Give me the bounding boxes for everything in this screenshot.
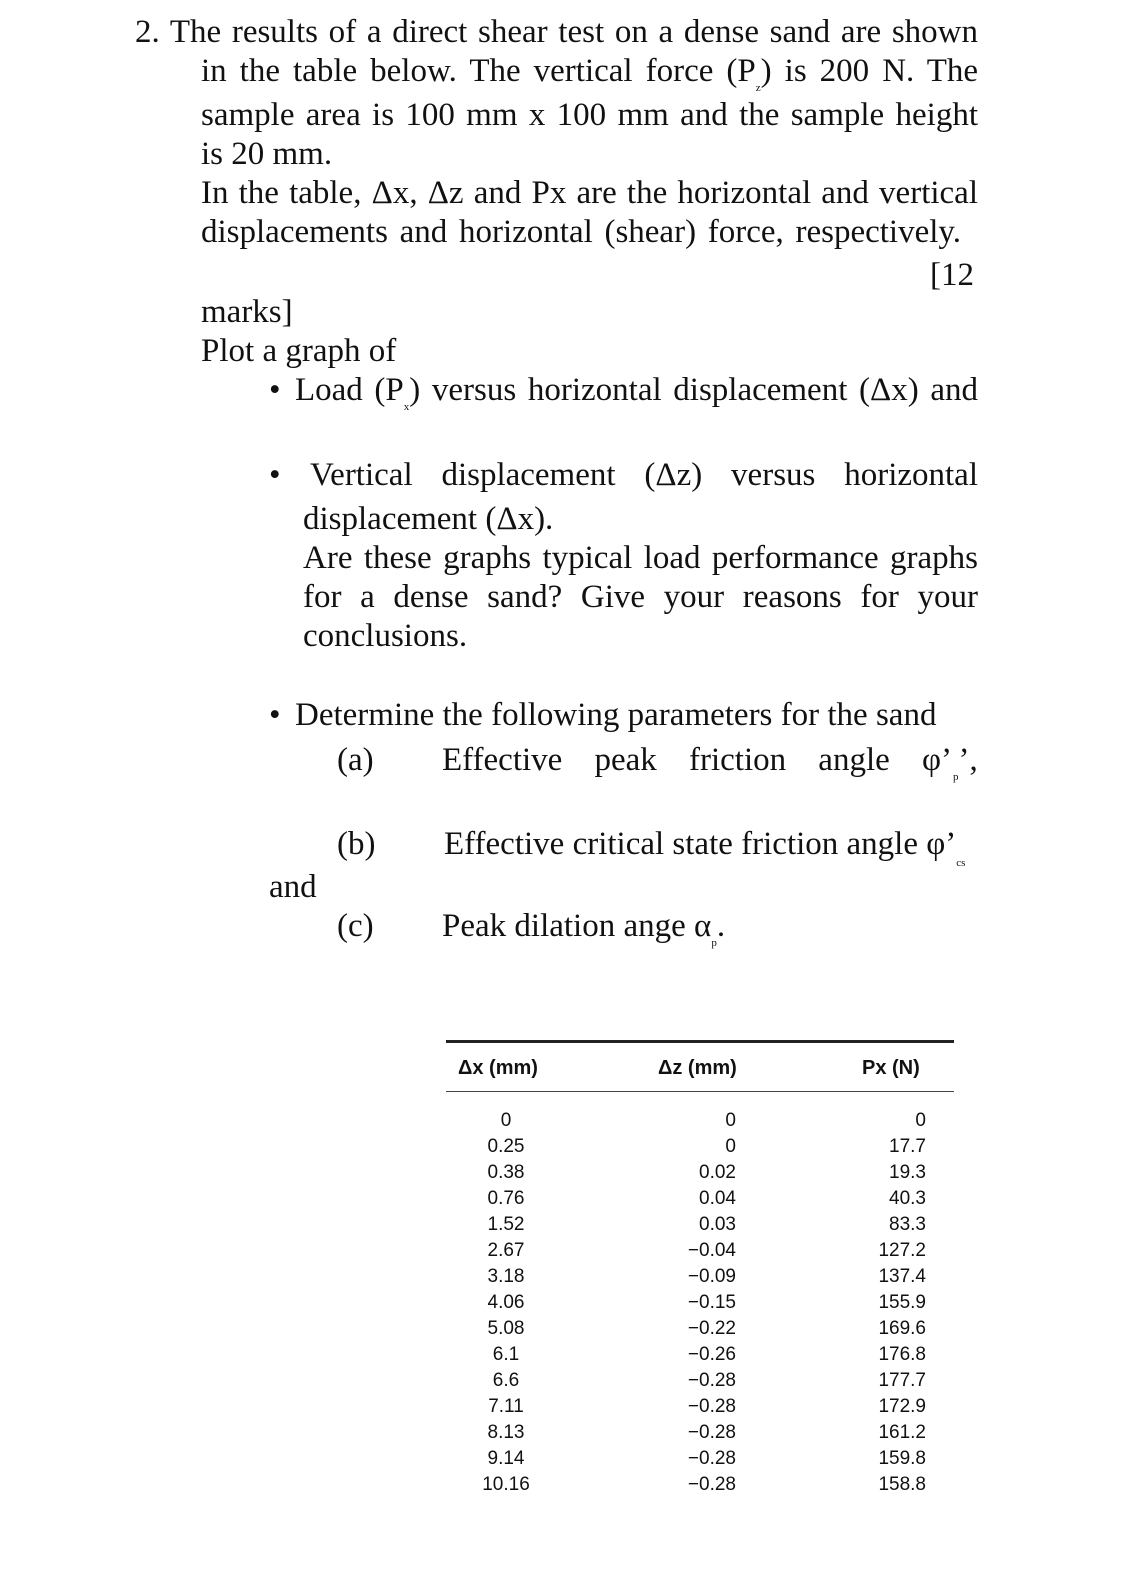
table-cell-dx: 0.76: [487, 1188, 525, 1209]
table-header-rule: [446, 1091, 954, 1092]
table-cell-px: 172.9: [878, 1396, 926, 1417]
item-a-label: (a): [337, 742, 374, 778]
table-cell-dz: −0.26: [687, 1344, 736, 1365]
table-cell-dx: 0.38: [487, 1162, 525, 1183]
table-cell-px: 177.7: [878, 1370, 926, 1391]
bullet-2-line-5: conclusions.: [303, 618, 468, 654]
table-cell-dx: 1.52: [487, 1214, 525, 1235]
table-cell-dz: 0: [725, 1136, 736, 1157]
table-cell-px: 83.3: [889, 1214, 926, 1235]
question-line-6: displacements and horizontal (shear) force, respectively.: [201, 214, 961, 250]
bullet-1-text: [295, 370, 978, 417]
marks-label-end: marks]: [201, 294, 293, 330]
bullet-3-text: Determine the following parameters for the sand: [295, 697, 937, 733]
table-cell-dz: −0.04: [687, 1240, 736, 1261]
table-cell-dx: 3.18: [487, 1266, 525, 1287]
table-cell-px: 158.8: [878, 1474, 926, 1495]
text-fragment: ) versus horizontal displacement (Δx) and: [409, 372, 978, 408]
table-cell-dz: 0.03: [699, 1214, 736, 1235]
table-top-rule: [446, 1040, 954, 1043]
table-cell-dz: −0.15: [687, 1292, 736, 1313]
table-cell-dz: −0.28: [687, 1448, 736, 1469]
table-cell-dx: 6.1: [492, 1344, 520, 1365]
subscript-x: x: [403, 401, 410, 413]
column-dz: [666, 1108, 736, 1498]
text-fragment: .: [716, 908, 726, 944]
subscript-p: p: [711, 937, 717, 949]
table-cell-dz: −0.28: [687, 1396, 736, 1417]
table-cell-px: 127.2: [878, 1240, 926, 1261]
text-fragment: ’,: [958, 742, 978, 778]
bullet-1: •: [269, 372, 281, 408]
table-cell-px: 176.8: [878, 1344, 926, 1365]
table-cell-dx: 4.06: [487, 1292, 525, 1313]
table-cell-dz: −0.09: [687, 1266, 736, 1287]
table-cell-dx: 8.13: [487, 1422, 525, 1443]
text-fragment: ) is 200 N. The: [760, 53, 978, 89]
text-fragment: Load (P: [295, 372, 404, 408]
item-a-tail: [953, 740, 978, 787]
marks-label-start: [12: [930, 257, 974, 293]
table-cell-px: 40.3: [889, 1188, 926, 1209]
column-dx: [476, 1108, 536, 1498]
table-cell-px: 159.8: [878, 1448, 926, 1469]
table-cell-px: 169.6: [878, 1318, 926, 1339]
item-a-text: Effective peak friction angle φ’: [442, 742, 952, 778]
table-cell-dx: 5.08: [487, 1318, 525, 1339]
question-line-1: 2. The results of a direct shear test on a dense sand are shown: [135, 14, 978, 50]
table-cell-dz: 0: [725, 1110, 736, 1131]
bullet-2: •: [269, 457, 281, 493]
subscript-p: p: [953, 771, 959, 783]
column-px: [856, 1108, 926, 1498]
item-c-label: (c): [337, 908, 374, 944]
table-cell-px: 17.7: [889, 1136, 926, 1157]
table-cell-dx: 10.16: [482, 1474, 530, 1495]
item-b-text: [444, 824, 965, 871]
bullet-2-line-3: Are these graphs typical load performance graphs: [303, 540, 978, 576]
item-b-label: (b): [337, 826, 376, 862]
bullet-2-line-1: Vertical displacement (Δz) versus horizontal: [310, 457, 978, 493]
question-line-2: [201, 51, 978, 98]
table-cell-px: 137.4: [878, 1266, 926, 1287]
subscript-cs: cs: [956, 857, 966, 869]
table-cell-dx: 2.67: [487, 1240, 525, 1261]
question-line-4: is 20 mm.: [201, 136, 333, 172]
table-cell-px: 155.9: [878, 1292, 926, 1313]
table-cell-px: 161.2: [878, 1422, 926, 1443]
text-fragment: in the table below. The vertical force (P: [201, 53, 756, 89]
table-cell-dx: 0.25: [487, 1136, 525, 1157]
item-c-text: [442, 906, 725, 953]
table-cell-dz: −0.28: [687, 1422, 736, 1443]
header-dx: Δx (mm): [458, 1057, 538, 1079]
table-cell-dx: 7.11: [488, 1396, 524, 1417]
bullet-2-line-4: for a dense sand? Give your reasons for your: [303, 579, 978, 615]
text-fragment: Effective critical state friction angle φ’: [444, 826, 957, 862]
table-cell-dz: −0.22: [687, 1318, 736, 1339]
plot-intro: Plot a graph of: [201, 333, 397, 369]
table-cell-px: 19.3: [889, 1162, 926, 1183]
question-line-3: sample area is 100 mm x 100 mm and the sample height: [201, 97, 978, 133]
table-cell-dz: 0.04: [699, 1188, 736, 1209]
table-cell-dx: 6.6: [492, 1370, 520, 1391]
table-cell-dx: 0: [500, 1110, 512, 1131]
header-px: Px (N): [862, 1057, 920, 1079]
table-cell-dx: 9.14: [487, 1448, 525, 1469]
bullet-3: •: [269, 697, 281, 733]
header-dz: Δz (mm): [658, 1057, 737, 1079]
table-cell-dz: 0.02: [699, 1162, 736, 1183]
table-cell-px: 0: [915, 1110, 926, 1131]
question-line-5: In the table, Δx, Δz and Px are the horizontal and vertical: [201, 175, 978, 211]
subscript-z: z: [755, 82, 761, 94]
and-word: and: [269, 869, 317, 905]
table-cell-dz: −0.28: [687, 1370, 736, 1391]
table-cell-dz: −0.28: [687, 1474, 736, 1495]
text-fragment: Peak dilation ange α: [442, 908, 712, 944]
bullet-2-line-2: displacement (Δx).: [303, 501, 554, 537]
